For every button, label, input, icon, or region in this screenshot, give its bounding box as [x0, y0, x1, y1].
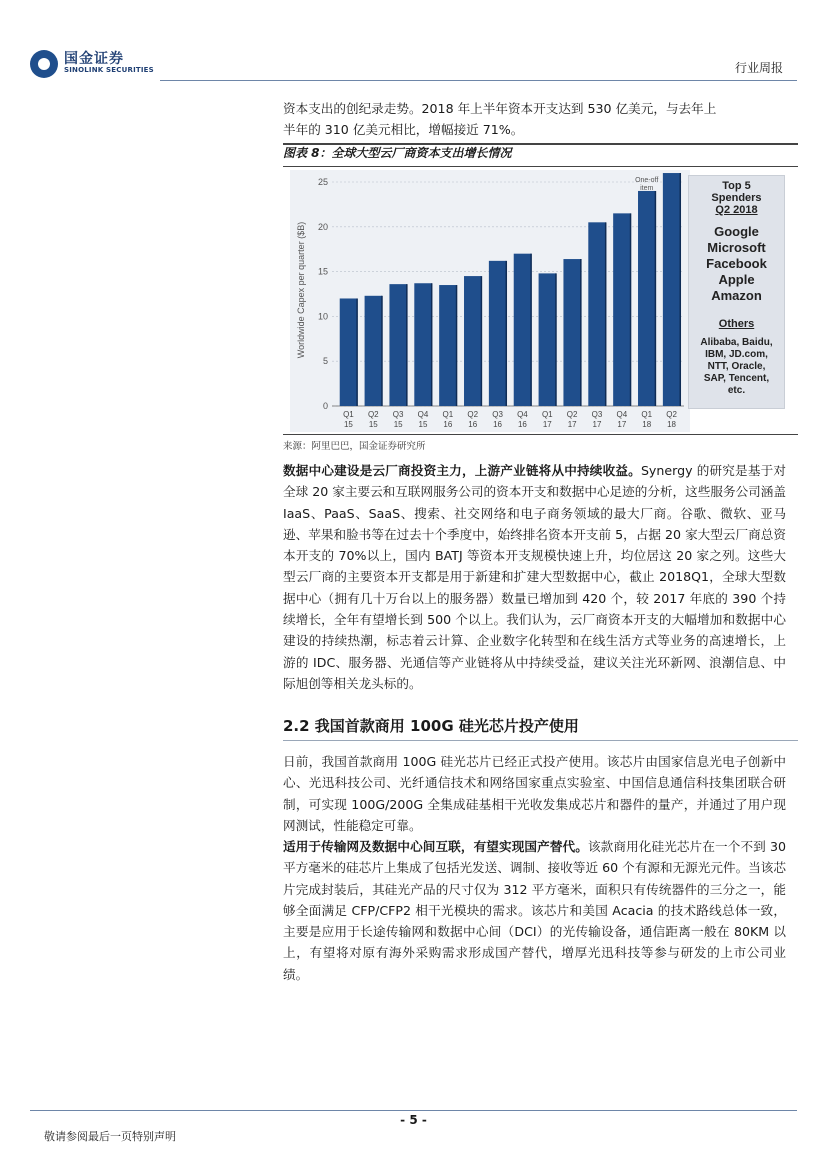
page-number: - 5 -	[400, 1113, 427, 1127]
y-tick-label: 20	[317, 221, 328, 232]
x-tick-label-year: 16	[493, 420, 503, 429]
x-tick-label: Q3	[591, 410, 603, 419]
y-tick-label: 25	[317, 177, 328, 187]
bar	[489, 261, 506, 406]
y-tick-label: 5	[322, 356, 328, 367]
section-title: 2.2 我国首款商用 100G 硅光芯片投产使用	[283, 717, 579, 735]
report-type-label: 行业周报	[734, 61, 783, 75]
bar	[340, 298, 357, 406]
paragraph-3-body: 该款商用化硅光芯片在一个不到 30 平方毫米的硅芯片上集成了包括光发送、调制、接收等近 60 个有源和无源光元件。当该芯片完成封装后，其硅光产品的尺寸仅为 312 平方毫米，面积只有传统器件的三分之一，能够全面满足 CFP/CFP2 相干光模块的需求。该芯片和美国 Acacia 的技术路线总体一致，主要是应用于长途传输网和数据中心间（DCI）的光传输设备，通信距离一般在 80KM 以上，有望将对原有海外采购需求形成国产替代，增厚光迅科技等参与研发的上市公司业绩。	[283, 839, 787, 982]
x-tick-label: Q2	[666, 410, 677, 419]
top5-amazon: Amazon	[711, 288, 762, 303]
x-tick-label-year: 16	[517, 420, 527, 429]
bar	[613, 213, 630, 406]
paragraph-capex-analysis	[283, 460, 786, 694]
top5-facebook: Facebook	[706, 256, 767, 271]
x-tick-label-year: 16	[443, 420, 453, 429]
bar	[439, 285, 456, 406]
panel-heading-2: Spenders	[711, 192, 762, 204]
x-tick-label-year: 17	[617, 420, 627, 429]
others-line-2: IBM, JD.com,	[705, 349, 768, 360]
x-tick-label: Q2	[367, 410, 379, 419]
annotation-label: One-off	[635, 177, 659, 184]
top5-microsoft: Microsoft	[707, 240, 766, 255]
y-tick-label: 15	[317, 266, 328, 277]
x-tick-label: Q2	[566, 410, 578, 419]
bar	[389, 284, 406, 406]
logo-company-name-en: SINOLINK SECURITIES	[64, 66, 154, 74]
bar	[588, 222, 605, 406]
x-tick-label-year: 17	[542, 420, 552, 429]
section-divider	[283, 740, 798, 741]
x-tick-label: Q1	[442, 410, 454, 419]
panel-heading-3: Q2 2018	[715, 204, 758, 216]
y-axis-label: Worldwide Capex per quarter ($B)	[296, 221, 306, 359]
others-line-5: etc.	[727, 385, 746, 396]
bar	[514, 254, 531, 406]
bar	[365, 296, 382, 406]
x-tick-label: Q3	[392, 410, 404, 419]
others-line-4: SAP, Tencent,	[703, 373, 770, 384]
others-line-1: Alibaba, Baidu,	[700, 337, 773, 348]
paragraph-chip-application	[283, 836, 786, 985]
x-tick-label: Q4	[616, 410, 628, 419]
bar	[539, 273, 556, 406]
figure-title-rule	[283, 166, 798, 167]
x-tick-label-year: 18	[667, 420, 677, 429]
others-line-3: NTT, Oracle,	[707, 361, 766, 372]
bar	[638, 191, 655, 406]
x-tick-label-year: 15	[393, 420, 403, 429]
figure-bottom-rule	[283, 434, 798, 435]
bar	[464, 276, 481, 406]
y-tick-label: 0	[322, 401, 328, 411]
header-divider	[160, 80, 797, 81]
annotation-label: item	[640, 185, 654, 192]
top-spenders-panel	[688, 175, 785, 409]
x-tick-label-year: 15	[343, 420, 353, 429]
bar	[563, 259, 580, 406]
x-tick-label: Q4	[517, 410, 528, 419]
x-tick-label: Q1	[541, 410, 553, 419]
intro-line-2: 半年的 310 亿美元相比，增幅接近 71%。	[283, 122, 524, 137]
x-tick-label: Q1	[343, 410, 354, 419]
bar	[663, 173, 680, 406]
logo-company-name: 国金证券	[64, 51, 124, 67]
panel-heading-1: Top 5	[722, 180, 751, 192]
others-title: Others	[718, 318, 755, 330]
x-tick-label-year: 15	[368, 420, 378, 429]
footer-divider	[30, 1110, 797, 1111]
bar	[414, 283, 431, 406]
x-tick-label-year: 17	[567, 420, 577, 429]
figure-title: 图表 8：全球大型云厂商资本支出增长情况	[283, 146, 512, 160]
x-tick-label-year: 15	[418, 420, 428, 429]
x-tick-label: Q1	[641, 410, 653, 419]
x-tick-label: Q4	[417, 410, 429, 419]
paragraph-3-lead: 适用于传输网及数据中心间互联，有望实现国产替代。	[283, 839, 588, 854]
capex-bar-chart	[290, 170, 690, 432]
paragraph-1-body: Synergy 的研究是基于对全球 20 家主要云和互联网服务公司的资本开支和数据中心足迹的分析，这些服务公司涵盖 IaaS、PaaS、SaaS、搜索、社交网络和电子商务领域的最大厂商。谷歌、微软、亚马逊、苹果和脸书等在过去十个季度中，始终排名资本开支前 5，占据 20 家大型云厂商总资本开支的 70%以上，国内 BATJ 等资本开支规模快速上升，均位居这 20 家之列。这些大型云厂商的主要资本开支都是用于新建和扩建大型数据中心，截止 2018Q1，全球大型数据中心（拥有几十万台以上的服务器）数量已增加到 420 个，较 2017 年底的 390 个持续增长，全年有望增长到 500 个以上。我们认为，云厂商资本开支的大幅增加和数据中心建设的持续热潮，标志着云计算、企业数字化转型和在线生活方式等业务的高速增长，上游的 IDC、服务器、光通信等产业链将从中持续受益，建议关注光环新网、浪潮信息、中际旭创等相关龙头标的。	[283, 463, 787, 691]
x-tick-label: Q2	[467, 410, 479, 419]
figure-source: 来源：阿里巴巴，国金证券研究所	[283, 441, 426, 452]
paragraph-chip-intro: 日前，我国首款商用 100G 硅光芯片已经正式投产使用。该芯片由国家信息光电子创新中心、光迅科技公司、光纤通信技术和网络国家重点实验室、中国信息通信科技集团联合研制，可实现 100G/200G 全集成硅基相干光收发集成芯片和器件的量产，并通过了用户现网测试，性能稳定可靠。	[283, 754, 786, 833]
intro-line-1: 资本支出的创纪录走势。2018 年上半年资本开支达到 530 亿美元，与去年上	[283, 101, 717, 116]
x-tick-label-year: 16	[468, 420, 478, 429]
top5-google: Google	[714, 224, 759, 239]
x-tick-label-year: 18	[642, 420, 652, 429]
x-tick-label: Q3	[492, 410, 503, 419]
company-logo-icon	[30, 50, 58, 78]
paragraph-1-lead: 数据中心建设是云厂商投资主力，上游产业链将从中持续收益。	[283, 463, 641, 478]
top5-apple: Apple	[718, 272, 755, 287]
disclaimer-note: 敬请参阅最后一页特别声明	[44, 1130, 176, 1143]
y-tick-label: 10	[317, 311, 328, 322]
x-tick-label-year: 17	[592, 420, 602, 429]
